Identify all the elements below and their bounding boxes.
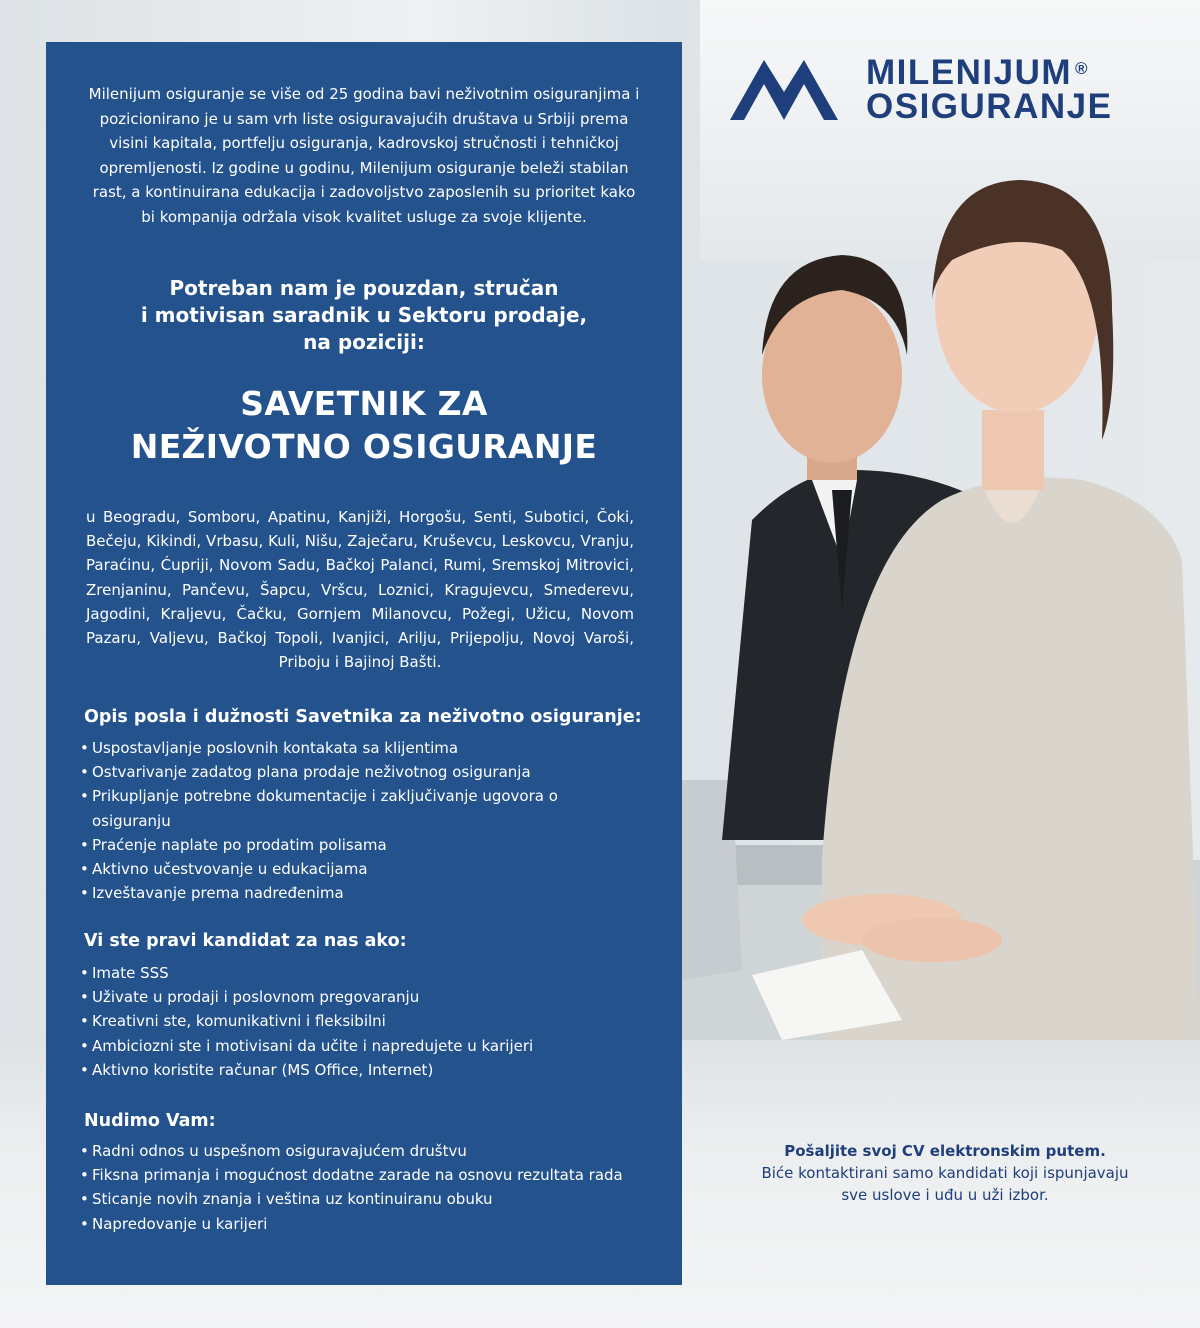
duties-list (80, 736, 660, 905)
offer-list (80, 1139, 660, 1236)
cta-line-3: sve uslove i uđu u uži izbor. (841, 1186, 1049, 1204)
milenijum-logo-icon (728, 56, 840, 122)
list-item: • Napredovanje u karijeri (80, 1212, 660, 1236)
list-item: • Radni odnos u uspešnom osiguravajućem društvu (80, 1139, 660, 1163)
list-item: • Izveštavanje prema nadređenima (80, 881, 660, 905)
list-item: • Kreativni ste, komunikativni i fleksibilni (80, 1009, 660, 1033)
cta-line-2: Biće kontaktirani samo kandidati koji ispunjavaju (761, 1164, 1129, 1182)
list-item: • Uživate u prodaji i poslovnom pregovaranju (80, 985, 660, 1009)
job-ad-panel (46, 42, 682, 1285)
candidate-title: Vi ste pravi kandidat za nas ako: (84, 931, 407, 951)
list-item: • Aktivno učestvovanje u edukacijama (80, 857, 660, 881)
list-item: • Fiksna primanja i mogućnost dodatne zarade na osnovu rezultata rada (80, 1163, 660, 1187)
list-item: • Aktivno koristite računar (MS Office, Internet) (80, 1058, 660, 1082)
logo-line-1: MILENIJUM (866, 53, 1072, 92)
position-title-line-2: NEŽIVOTNO OSIGURANJE (130, 427, 598, 466)
company-intro: Milenijum osiguranje se više od 25 godina bavi neživotnim osiguranjima i pozicionirano je u sam vrh liste osiguravajućih društava u Srbiji prema visini kapitala, portfelju osiguranja, kadrovskoj stručnosti i tehničkoj opremljenosti. Iz godine u godinu, Milenijum osiguranje beleži stabilan rast, a kontinuirana edukacija i zadovoljstvo zaposlenih su prioritet kako bi kompanija održala visok kvalitet usluge za svoje klijente. (88, 85, 640, 226)
business-people-photo (682, 140, 1200, 1040)
list-item: • Ambiciozni ste i motivisani da učite i napredujete u karijeri (80, 1034, 660, 1058)
cta-headline: Pošaljite svoj CV elektronskim putem. (784, 1142, 1106, 1160)
logo-wordmark (866, 53, 1113, 126)
recruitment-line-2: i motivisan saradnik u Sektoru prodaje, (140, 303, 588, 327)
list-item: • Imate SSS (80, 961, 660, 985)
recruitment-headline (86, 275, 642, 356)
locations-list: u Beogradu, Somboru, Apatinu, Kanjiži, Horgošu, Senti, Subotici, Čoki, Bečeju, Kikindi, Vrbasu, Kuli, Nišu, Zaječaru, Kruševcu, Leskovcu, Vranju, Paraćinu, Ćupriji, Novom Sadu, Bačkoj Palanci, Rumi, Sremskoj Mitrovici, Zrenjaninu, Pančevu, Šapcu, Vršcu, Loznici, Kragujevcu, Smederevu, Jagodini, Kraljevu, Čačku, Gornjem Milanovcu, Požegi, Užicu, Novom Pazaru, Valjevu, Bačkoj Topoli, Ivanjici, Arilju, Prijepolju, Novoj Varoši, Priboju i Bajinoj Bašti. (86, 508, 634, 672)
list-item: • Prikupljanje potrebne dokumentacije i zaključivanje ugovora o osiguranju (80, 784, 562, 832)
duties-title: Opis posla i dužnosti Savetnika za neživotno osiguranje: (84, 707, 642, 727)
position-title (66, 382, 662, 468)
application-call-to-action (720, 1140, 1170, 1206)
list-item: • Ostvarivanje zadatog plana prodaje neživotnog osiguranja (80, 760, 660, 784)
candidate-list (80, 961, 660, 1082)
milenijum-logo (728, 53, 1148, 126)
list-item: • Praćenje naplate po prodatim polisama (80, 833, 660, 857)
registered-mark: ® (1075, 59, 1090, 78)
list-item: • Sticanje novih znanja i veština uz kontinuiranu obuku (80, 1187, 660, 1211)
logo-line-2: OSIGURANJE (866, 87, 1113, 126)
offer-title: Nudimo Vam: (84, 1111, 216, 1131)
list-item: • Uspostavljanje poslovnih kontakata sa klijentima (80, 736, 660, 760)
recruitment-line-1: Potreban nam je pouzdan, stručan (169, 276, 559, 300)
recruitment-line-3: na poziciji: (303, 330, 425, 354)
position-title-line-1: SAVETNIK ZA (240, 384, 488, 423)
